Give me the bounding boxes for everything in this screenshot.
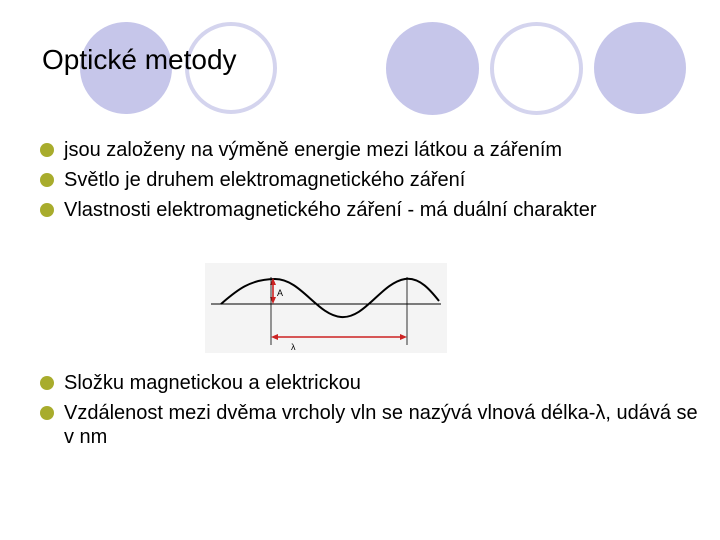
bullet-dot-icon: [40, 143, 54, 157]
bullet-dot-icon: [40, 173, 54, 187]
bullet-item: [40, 401, 710, 449]
bullet-dot-icon: [40, 376, 54, 390]
bullet-text: jsou založeny na výměně energie mezi látkou a zářením: [64, 139, 563, 161]
bullet-dot-icon: [40, 203, 54, 217]
amplitude-label: A: [277, 288, 284, 298]
decor-circle-2: [386, 22, 479, 115]
wavelength-label: λ: [291, 342, 296, 352]
bullet-text: Vlastnosti elektromagnetického záření - má duální charakter: [64, 199, 597, 221]
wave-diagram: [205, 263, 447, 353]
bullet-item: [40, 168, 710, 192]
bullet-list-top: [40, 138, 710, 228]
bullet-item: [40, 198, 710, 222]
figure-background: [205, 263, 447, 353]
bullet-text: Vzdálenost mezi dvěma vrcholy vln se nazývá vlnová délka-λ, udává se v nm: [64, 402, 698, 448]
decor-ring-2: [490, 22, 583, 115]
bullet-text: Světlo je druhem elektromagnetického záření: [64, 169, 466, 191]
decor-circle-3: [594, 22, 686, 114]
bullet-text: Složku magnetickou a elektrickou: [64, 372, 361, 394]
slide-title: Optické metody: [42, 44, 237, 75]
bullet-list-bottom: [40, 371, 710, 455]
bullet-item: [40, 138, 710, 162]
bullet-item: [40, 371, 710, 395]
bullet-dot-icon: [40, 406, 54, 420]
